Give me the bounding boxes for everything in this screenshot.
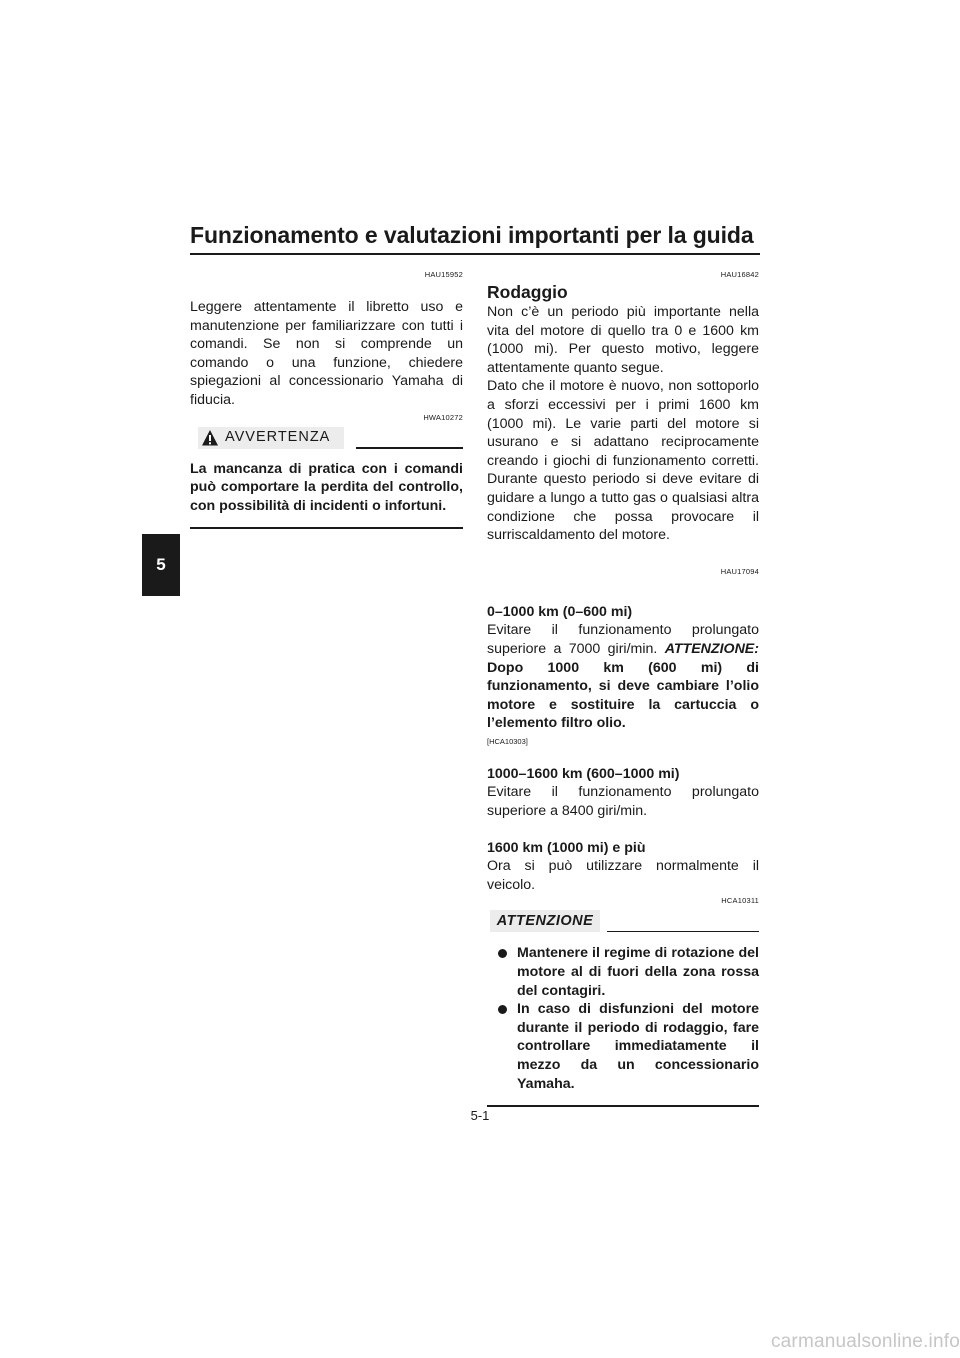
caution-rule: [607, 931, 759, 933]
caution-badge: [490, 910, 600, 932]
stage-text: Evitare il funzionamento prolungato superiore a 8400 giri/min.: [487, 784, 759, 820]
watermark: carmanualsonline.info: [770, 1331, 960, 1352]
reference-code: HAU15952: [424, 270, 463, 279]
inline-caution-label: ATTENZIONE:: [664, 640, 759, 657]
list-item: [487, 944, 759, 1000]
warning-label: AVVERTENZA: [225, 429, 331, 446]
bullet-icon: [498, 1005, 507, 1014]
list-item: [487, 1000, 759, 1093]
section-title: Rodaggio: [487, 282, 568, 302]
warning-text: La mancanza di pratica con i comandi può comportare la perdita del controllo, con possibilità di incidenti o infortuni.: [190, 460, 463, 514]
caution-list: [487, 944, 759, 1093]
stage-text: [487, 621, 759, 733]
warning-header: [190, 425, 463, 451]
chapter-number: 5: [156, 555, 166, 574]
warning-code: HWA10272: [423, 412, 463, 422]
right-column: [487, 270, 759, 1107]
warning-rule: [356, 447, 463, 449]
caution-header: [487, 908, 759, 934]
caution-reference: [HCA10303]: [487, 736, 528, 746]
chapter-tab: [142, 534, 180, 596]
break-in-paragraph: Non c’è un periodo più importante nella vita del motore di quello tra 0 e 1600 km (1000 mi). Per questo motivo, leggere attentamente quanto segue.: [487, 304, 759, 376]
page-title: Funzionamento e valutazioni importanti per la guida: [190, 222, 754, 248]
bullet-icon: [498, 949, 507, 958]
page-number: 5-1: [470, 1108, 490, 1123]
intro-paragraph: Leggere attentamente il libretto uso e manutenzione per familiarizzare con tutti i comandi. Se non si comprende un comando o una funzione, chiedere spiegazioni al concessionario Yamaha di fiducia.: [190, 299, 463, 408]
warning-end-rule: [190, 527, 463, 529]
inline-caution-text: Dopo 1000 km (600 mi) di funzionamento, si deve cambiare l’olio motore e sostituire la cartuccia o l’elemento filtro olio.: [487, 659, 759, 732]
caution-label: ATTENZIONE: [496, 913, 594, 930]
list-item-text: Mantenere il regime di rotazione del motore al di fuori della zona rossa del contagiri.: [517, 945, 759, 999]
warning-badge: [198, 427, 344, 449]
stage-text: Ora si può utilizzare normalmente il veicolo.: [487, 858, 759, 893]
title-rule: [190, 253, 760, 255]
reference-code: HAU16842: [720, 270, 759, 279]
left-column: [190, 270, 463, 529]
stage-title: 1600 km (1000 mi) e più: [487, 839, 646, 856]
stage-title: 1000–1600 km (600–1000 mi): [487, 765, 680, 782]
break-in-paragraph: Dato che il motore è nuovo, non sottoporlo a sforzi eccessivi per i primi 1600 km (1000 mi). Le varie parti del motore si usurano e si adattano reciprocamente creando i giochi di funzionamento corretti. Durante questo periodo si deve evitare di guidare a lungo a tutto gas o qualsiasi altra condizione che possa provocare il surriscaldamento del motore.: [487, 378, 759, 544]
stage-text-main: Evitare il funzionamento prolungato superiore a 7000 giri/min.: [487, 622, 759, 657]
caution-end-rule: [487, 1105, 759, 1107]
stage-title: 0–1000 km (0–600 mi): [487, 603, 633, 620]
warning-triangle-icon: [201, 429, 219, 447]
caution-code: HCA10311: [721, 896, 759, 906]
list-item-text: In caso di disfunzioni del motore durante il periodo di rodaggio, fare controllare immediatamente il mezzo da un concessionario Yamaha.: [517, 1001, 759, 1092]
reference-code: HAU17094: [720, 566, 759, 576]
